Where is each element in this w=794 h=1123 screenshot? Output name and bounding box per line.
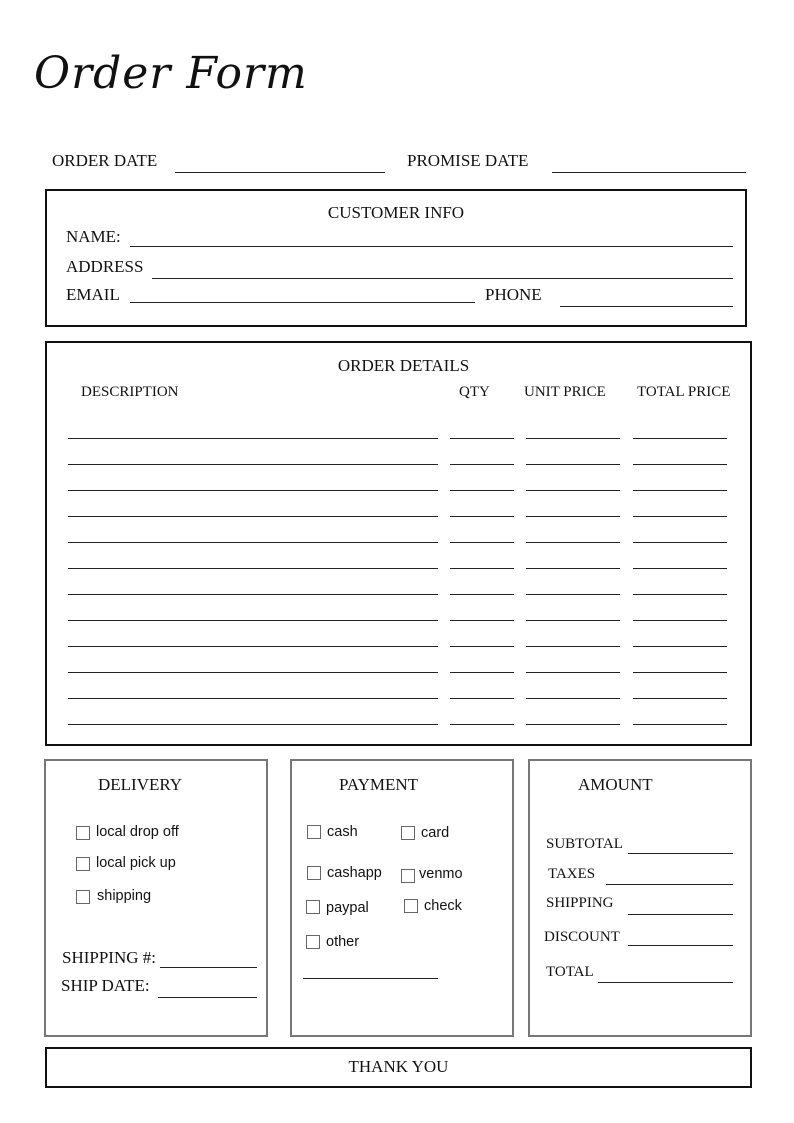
promise-date-field[interactable] [552,172,746,173]
order-row-8-description-field[interactable] [68,620,438,621]
order-row-7-unit-price-field[interactable] [526,594,620,595]
total-field[interactable] [598,982,733,983]
card-checkbox[interactable] [401,826,415,840]
order-row-11-qty-field[interactable] [450,698,514,699]
cashapp-label: cashapp [327,865,382,881]
payment-heading: PAYMENT [339,775,419,794]
email-field[interactable] [130,302,475,303]
order-row-12-total-price-field[interactable] [633,724,727,725]
order-row-8-total-price-field[interactable] [633,620,727,621]
order-row-10-description-field[interactable] [68,672,438,673]
column-qty: QTY [459,384,490,400]
order-row-7-total-price-field[interactable] [633,594,727,595]
order-row-3-unit-price-field[interactable] [526,490,620,491]
discount-label: DISCOUNT [544,929,620,945]
paypal-label: paypal [326,900,369,916]
discount-field[interactable] [628,945,733,946]
taxes-field[interactable] [606,884,733,885]
amount-heading: AMOUNT [578,775,653,794]
other-checkbox[interactable] [306,935,320,949]
order-row-9-total-price-field[interactable] [633,646,727,647]
order-row-1-unit-price-field[interactable] [526,438,620,439]
column-description: DESCRIPTION [81,384,179,400]
other-label: other [326,934,360,950]
check-checkbox[interactable] [404,899,418,913]
order-row-5-qty-field[interactable] [450,542,514,543]
order-row-6-description-field[interactable] [68,568,438,569]
shipping-amount-label: SHIPPING [546,895,614,911]
order-date-field[interactable] [175,172,385,173]
address-field[interactable] [152,278,733,279]
shipping-number-label: SHIPPING #: [62,948,156,967]
order-row-11-description-field[interactable] [68,698,438,699]
order-row-2-description-field[interactable] [68,464,438,465]
order-row-10-unit-price-field[interactable] [526,672,620,673]
local-pick-up-label: local pick up [96,855,176,871]
total-label: TOTAL [546,964,594,980]
phone-label: PHONE [485,285,542,304]
card-label: card [421,825,450,841]
email-label: EMAIL [66,285,120,304]
order-date-label: ORDER DATE [52,151,158,170]
order-row-4-description-field[interactable] [68,516,438,517]
order-row-2-total-price-field[interactable] [633,464,727,465]
order-row-10-total-price-field[interactable] [633,672,727,673]
column-unit-price: UNIT PRICE [524,384,606,400]
order-row-7-qty-field[interactable] [450,594,514,595]
order-row-10-qty-field[interactable] [450,672,514,673]
name-label: NAME: [66,227,121,246]
order-row-12-unit-price-field[interactable] [526,724,620,725]
local-drop-off-label: local drop off [96,824,179,840]
phone-field[interactable] [560,306,733,307]
order-row-7-description-field[interactable] [68,594,438,595]
thank-you-text: THANK YOU [348,1057,449,1076]
order-row-8-unit-price-field[interactable] [526,620,620,621]
ship-date-field[interactable] [158,997,257,998]
order-row-2-unit-price-field[interactable] [526,464,620,465]
shipping-number-field[interactable] [160,967,257,968]
order-row-1-description-field[interactable] [68,438,438,439]
local-pick-up-checkbox[interactable] [76,857,90,871]
order-row-6-qty-field[interactable] [450,568,514,569]
shipping-amount-field[interactable] [628,914,733,915]
local-drop-off-checkbox[interactable] [76,826,90,840]
order-row-11-unit-price-field[interactable] [526,698,620,699]
order-row-9-qty-field[interactable] [450,646,514,647]
order-row-4-total-price-field[interactable] [633,516,727,517]
column-total-price: TOTAL PRICE [637,384,731,400]
venmo-checkbox[interactable] [401,869,415,883]
paypal-checkbox[interactable] [306,900,320,914]
customer-info-heading: CUSTOMER INFO [327,203,465,222]
promise-date-label: PROMISE DATE [407,151,529,170]
order-row-6-unit-price-field[interactable] [526,568,620,569]
cash-checkbox[interactable] [307,825,321,839]
shipping-option-label: shipping [97,888,152,904]
order-row-4-qty-field[interactable] [450,516,514,517]
order-details-heading: ORDER DETAILS [337,356,470,375]
cashapp-checkbox[interactable] [307,866,321,880]
subtotal-field[interactable] [628,853,733,854]
order-row-8-qty-field[interactable] [450,620,514,621]
cash-label: cash [327,824,358,840]
order-row-9-description-field[interactable] [68,646,438,647]
venmo-label: venmo [419,866,463,882]
order-row-9-unit-price-field[interactable] [526,646,620,647]
order-row-1-total-price-field[interactable] [633,438,727,439]
order-row-2-qty-field[interactable] [450,464,514,465]
order-row-5-description-field[interactable] [68,542,438,543]
subtotal-label: SUBTOTAL [546,836,623,852]
page-title: Order Form [34,48,308,99]
name-field[interactable] [130,246,733,247]
taxes-label: TAXES [548,866,596,882]
order-row-3-total-price-field[interactable] [633,490,727,491]
order-row-12-qty-field[interactable] [450,724,514,725]
order-details-section [45,341,752,746]
address-label: ADDRESS [66,257,144,276]
payment-section [290,759,514,1037]
delivery-heading: DELIVERY [98,775,183,794]
order-row-11-total-price-field[interactable] [633,698,727,699]
order-row-5-total-price-field[interactable] [633,542,727,543]
order-row-3-description-field[interactable] [68,490,438,491]
order-row-3-qty-field[interactable] [450,490,514,491]
order-row-4-unit-price-field[interactable] [526,516,620,517]
order-row-5-unit-price-field[interactable] [526,542,620,543]
order-row-1-qty-field[interactable] [450,438,514,439]
check-label: check [424,898,462,914]
order-row-6-total-price-field[interactable] [633,568,727,569]
order-row-12-description-field[interactable] [68,724,438,725]
shipping-option-checkbox[interactable] [76,890,90,904]
ship-date-label: SHIP DATE: [61,976,150,995]
other-payment-field[interactable] [303,978,438,979]
